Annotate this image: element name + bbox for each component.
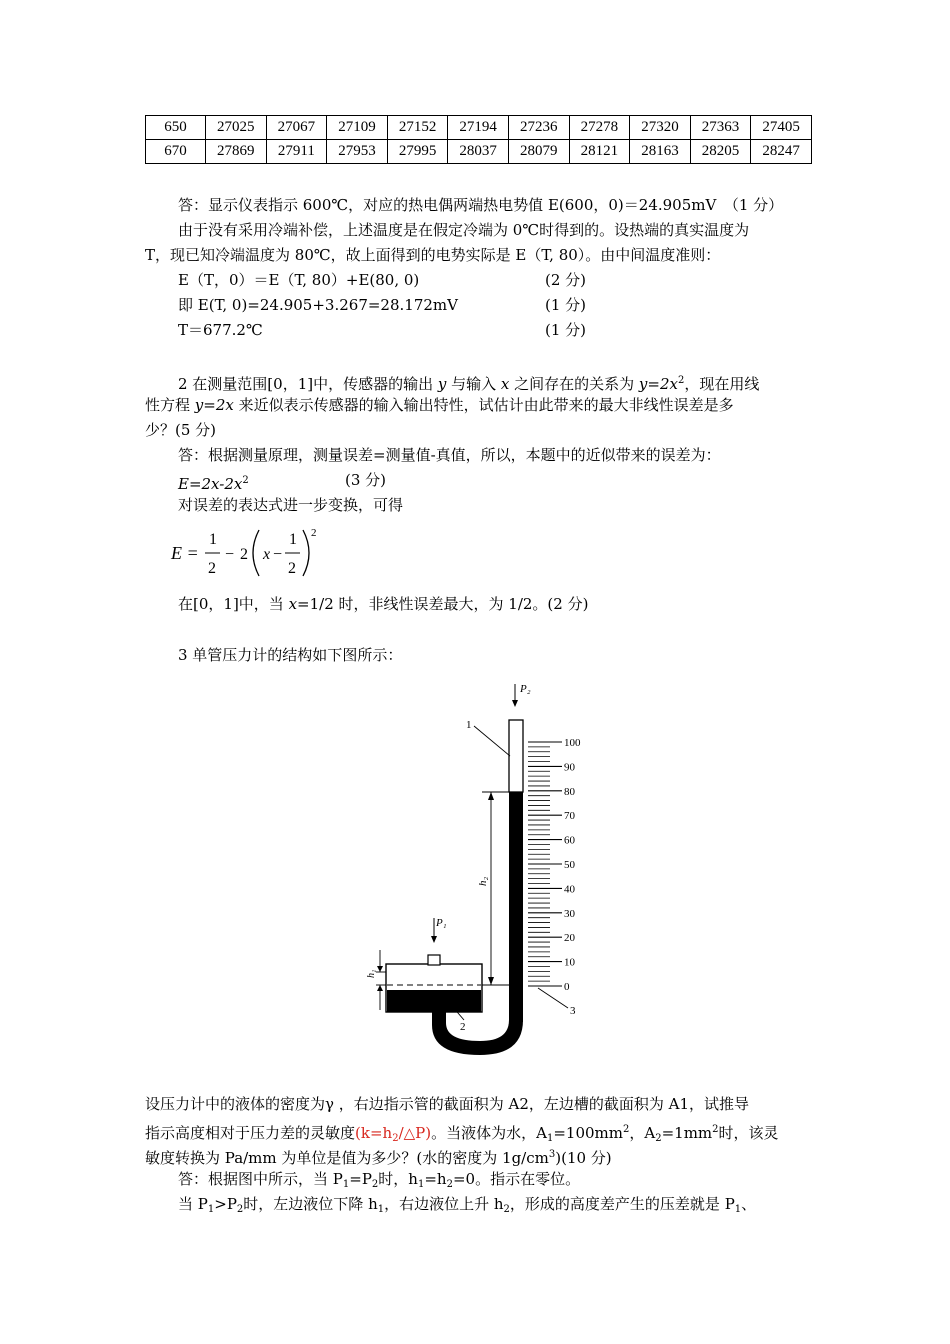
q3-sub: 1 (546, 1133, 554, 1144)
q3-sub: 1 (207, 1204, 215, 1215)
table-row (146, 140, 812, 164)
q3-text: =P (349, 1170, 372, 1188)
q3-text: =0。指示在零位。 (452, 1170, 581, 1188)
formula-exp: 2 (311, 527, 317, 539)
scale-label: 50 (564, 859, 575, 871)
scale-label: 90 (564, 761, 575, 774)
q2-error-score: (3 分) (345, 471, 387, 489)
table-cell-value: 27869 (206, 140, 267, 164)
q3-text: 答：根据图中所示，当 P (178, 1170, 343, 1188)
table-body (146, 116, 812, 164)
p1-arrowhead (431, 936, 437, 943)
q3-intro: 3 单管压力计的结构如下图所示： (178, 646, 403, 664)
q3-sup: 3 (548, 1149, 556, 1160)
table-cell-value: 27953 (327, 140, 388, 164)
label-p1: P₁ (436, 917, 447, 929)
right-tube-liquid (509, 792, 523, 1022)
leader-1 (474, 726, 510, 756)
right-tube-empty (509, 720, 523, 792)
q2-var-y: y (437, 375, 447, 393)
table-cell-value: 27152 (387, 116, 448, 140)
q1-answer-line3: T，现已知冷端温度为 80℃，故上面得到的电势实际是 E（T, 80）。由中间温度准则： (145, 246, 721, 264)
q3-red-sub: 2 (392, 1133, 399, 1144)
formula-coef: 2 (240, 546, 248, 563)
q2-prompt-line2 (145, 393, 734, 418)
table-cell-value: 28205 (690, 140, 751, 164)
scale-label: 100 (564, 737, 581, 749)
q3-text: =100mm (553, 1124, 623, 1142)
q3-para-line1: 设压力计中的液体的密度为γ ，右边指示管的截面积为 A2，左边槽的截面积为 A1，试推导 (145, 1095, 750, 1113)
sensitivity-definition (355, 1124, 431, 1142)
q3-sub: 1 (342, 1179, 350, 1190)
q2-text: ，现在用线 (684, 375, 760, 393)
q2-transform: 对误差的表达式进一步变换，可得 (178, 496, 404, 514)
label-h2: h₂ (477, 876, 489, 886)
q1-eq3-score: (1 分) (545, 321, 587, 339)
label-3: 3 (570, 1005, 576, 1017)
table-cell-value: 27911 (266, 140, 327, 164)
q3-text: 时，左边液位下降 h (243, 1195, 378, 1213)
scale (528, 737, 581, 993)
q2-text: =1/2 时，非线性误差最大，为 1/2。(2 分) (297, 595, 589, 613)
q3-sub: 1 (734, 1204, 742, 1215)
q2-eq: y=2x (194, 396, 234, 414)
label-2: 2 (460, 1021, 466, 1033)
table-cell-temp: 670 (146, 140, 206, 164)
thermocouple-table (145, 115, 812, 164)
table-cell-value: 28037 (448, 140, 509, 164)
table-cell-value: 27236 (508, 116, 569, 140)
formula-inner-x: x (263, 546, 271, 563)
formula-right-paren (303, 530, 309, 576)
q3-text: =1mm (661, 1124, 713, 1142)
q3-text: 敏度转换为 Pa/mm 为单位是值为多少？(水的密度为 1g/cm (145, 1149, 549, 1167)
u-tube-liquid (432, 1010, 523, 1055)
q2-text: 来近似表示传感器的输入输出特性，试估计由此带来的最大非线性误差是多 (233, 396, 734, 414)
q2-var-x: x (288, 595, 298, 613)
h2-arrowhead-top (488, 792, 494, 800)
reservoir-inlet (428, 955, 440, 965)
table-cell-value: 27067 (266, 116, 327, 140)
q2-prompt-line3: 少？(5 分) (145, 421, 217, 439)
formula-den1: 2 (208, 560, 216, 577)
q2-answer-line1: 答：根据测量原理，测量误差=测量值-真值，所以，本题中的近似带来的误差为： (178, 446, 721, 464)
scale-label: 20 (564, 932, 575, 945)
q3-text: ，A (629, 1124, 656, 1142)
label-h1: h₁ (366, 969, 377, 978)
q1-eq1-score: (2 分) (545, 271, 587, 289)
q3-sup: 2 (622, 1124, 630, 1135)
table-cell-value: 27363 (690, 116, 751, 140)
scale-label: 70 (564, 810, 575, 823)
q3-text: 指示高度相对于压力差的灵敏度 (145, 1124, 356, 1142)
scale-label: 40 (564, 883, 575, 896)
q3-sub: 2 (236, 1204, 244, 1215)
q2-err-sup: 2 (242, 475, 249, 486)
table-cell-value: 27278 (569, 116, 630, 140)
q3-red-text: /△P) (398, 1124, 432, 1142)
h1-arrowhead-bottom (377, 985, 383, 991)
table-cell-value: 28247 (751, 140, 812, 164)
q3-text: ，形成的高度差产生的压差就是 P (509, 1195, 735, 1213)
q3-text: 时，h (378, 1170, 418, 1188)
scale-label: 0 (564, 981, 570, 993)
q3-text: ，右边液位上升 h (384, 1195, 504, 1213)
q3-answer-line2 (178, 1192, 756, 1222)
scale-label: 30 (564, 907, 575, 920)
formula-den2: 2 (288, 560, 296, 577)
scale-label: 10 (564, 956, 575, 969)
formula-minus: − (225, 546, 235, 563)
q3-text: 时，该灵 (718, 1124, 779, 1142)
q2-err-text: E=2x-2x (178, 475, 243, 493)
table-cell-value: 27109 (327, 116, 388, 140)
table-cell-value: 28163 (630, 140, 691, 164)
q1-eq2-score: (1 分) (545, 296, 587, 314)
h2-arrowhead-bottom (488, 977, 494, 985)
q2-var-x: x (500, 375, 510, 393)
q3-red-text: (k=h (355, 1124, 393, 1142)
error-formula (165, 522, 325, 584)
q3-text: 当 P (178, 1195, 208, 1213)
q3-text: >P (214, 1195, 237, 1213)
q1-answer-line1: 答：显示仪表指示 600℃，对应的热电偶两端热电势值 E(600，0)＝24.905mV （1 分） (178, 196, 784, 214)
table-cell-value: 28079 (508, 140, 569, 164)
q2-text: 与输入 (446, 375, 501, 393)
q2-conclusion (178, 592, 588, 617)
q3-text: =h (424, 1170, 447, 1188)
table-cell-value: 27405 (751, 116, 812, 140)
reservoir-liquid (387, 990, 481, 1012)
table-cell-value: 27025 (206, 116, 267, 140)
formula-inner-minus: − (273, 546, 283, 563)
q2-text: 性方程 (145, 396, 195, 414)
scale-label: 60 (564, 834, 575, 847)
label-1: 1 (466, 719, 472, 731)
q1-eq2: 即 E(T, 0)=24.905+3.267=28.172mV (178, 296, 458, 314)
q3-sub: 2 (371, 1179, 379, 1190)
q1-eq3: T＝677.2℃ (178, 321, 263, 339)
q2-text: 在[0，1]中，当 (178, 595, 289, 613)
h1-arrowhead-top (377, 966, 383, 972)
table-cell-value: 27194 (448, 116, 509, 140)
manometer-figure (360, 680, 610, 1070)
q3-sub: 2 (446, 1179, 453, 1190)
formula-left-paren (253, 530, 259, 576)
q3-sub: 2 (503, 1204, 510, 1215)
label-p2: P₂ (520, 683, 531, 695)
scale-label: 80 (564, 785, 575, 798)
q3-text: 。当液体为水，A (431, 1124, 547, 1142)
p2-arrowhead (512, 700, 518, 707)
formula-num2: 1 (289, 531, 297, 548)
table-row (146, 116, 812, 140)
q3-text: )(10 分) (555, 1149, 612, 1167)
q1-eq1: E（T，0）＝E（T, 80）+E(80, 0) (178, 271, 420, 289)
q2-text: 之间存在的关系为 (509, 375, 639, 393)
q2-eq-sup: 2 (677, 375, 685, 386)
q2-eq: y=2x (638, 375, 678, 393)
table-cell-value: 27320 (630, 116, 691, 140)
q3-sub: 1 (377, 1204, 385, 1215)
table-cell-value: 27995 (387, 140, 448, 164)
q3-text: 、 (741, 1195, 757, 1213)
table-cell-temp: 650 (146, 116, 206, 140)
table-cell-value: 28121 (569, 140, 630, 164)
formula-num1: 1 (209, 531, 217, 548)
q3-sup: 2 (712, 1124, 719, 1135)
q2-text: 2 在测量范围[0，1]中，传感器的输出 (178, 375, 438, 393)
q3-sub: 2 (655, 1133, 662, 1144)
formula-lhs: E = (171, 543, 199, 563)
q3-sub: 1 (417, 1179, 425, 1190)
q1-answer-line2: 由于没有采用冷端补偿，上述温度是在假定冷端为 0℃时得到的。设热端的真实温度为 (178, 221, 750, 239)
